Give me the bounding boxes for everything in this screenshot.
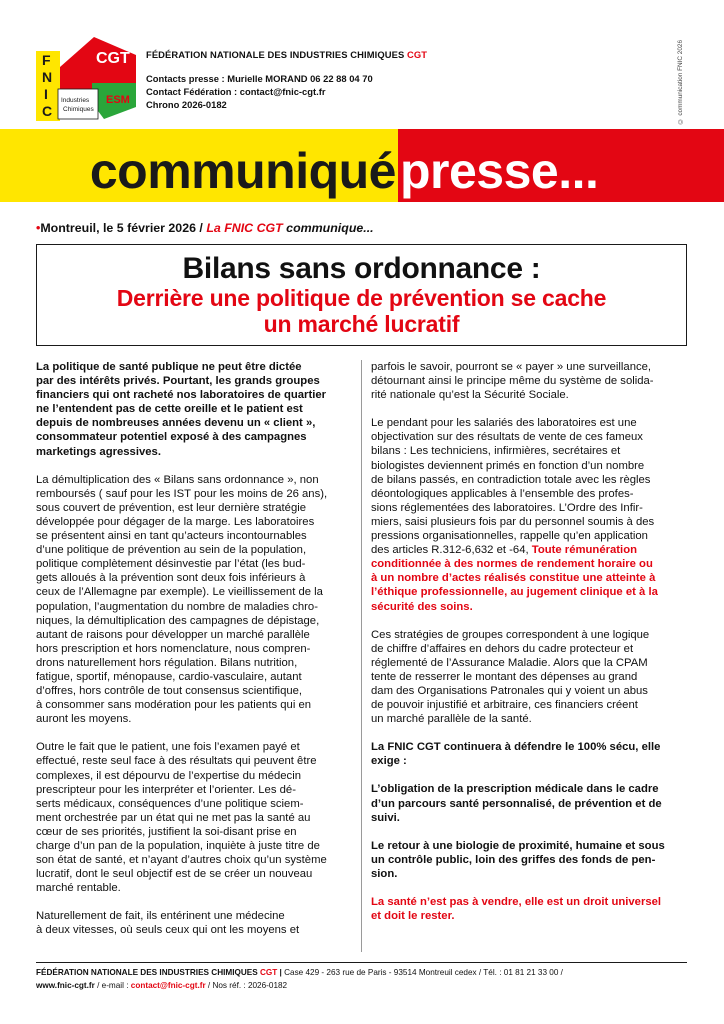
text-line: La démultiplication des « Bilans sans ordonnance », non [36,473,319,486]
text-line: par des intérêts privés. Pourtant, les grands groupes [36,375,320,388]
text-line: un marché parallèle de la santé. [371,713,532,726]
text-line: population, l’augmentation du nombre de maladies chro- [36,600,318,613]
text-line: de bilans passés, en contradiction totale avec les règles [371,473,651,486]
text-line: niques, la démultiplication des campagnes de dépistage, [36,614,320,627]
text-line: auront les moyens. [36,713,132,726]
text-line: remboursés ( sauf pour les IST pour les moins de 26 ans), [36,487,328,500]
text-line: marché rentable. [36,882,121,895]
text-line: détournant ainsi le principe même du système de solida- [371,375,654,388]
logo-esm-text: ESM [106,94,130,106]
text-line: dam des Organisations Patronales qui y voient un abus [371,684,648,697]
paragraph-surveillance [371,360,689,402]
banner-word-communique: communiqué [89,143,396,199]
paragraph-fnic-exige [371,740,689,768]
text-line: hors prescription et hors nomenclature, nous compren- [36,642,311,655]
text-line: cœur de ses priorités, justifient la soi-disant prise en [36,825,297,838]
text-line: se présentent ainsi en tant qu’acteurs incontournables [36,530,307,543]
banner-red-part [398,129,724,202]
dateline-verb: communique... [282,221,374,235]
header-federation-name: FÉDÉRATION NATIONALE DES INDUSTRIES CHIMIQUES [146,49,405,60]
text-line: consommateur potentiel exposé à des campagnes [36,431,307,444]
text-line: politique complètement désinvestie par l’état (les bud- [36,558,306,571]
dateline-org: La FNIC CGT [206,221,283,235]
text-line: développée pour dégager de la marge. Les laboratoires [36,515,315,528]
footer-reference: / Nos réf. : 2026-0182 [205,981,288,990]
text-line: de chiffre d’affaires en dehors du cadre protecteur et [371,642,634,655]
header-contacts-press: Contacts presse : Murielle MORAND 06 22 88 04 70 [146,73,373,84]
logo-letter-f: F [42,52,51,68]
text-line: tente de resserrer le montant des dépenses au grand [371,670,638,683]
text-line: effectué, reste seul face à des résultats qui peuvent être [36,755,317,768]
text-line: ment orchestrée par un état qui ne met pas la santé au [36,811,311,824]
text-line: d’une politique de prévention au sein de la population, [36,544,307,557]
footer-website-link[interactable]: www.fnic-cgt.fr [36,981,95,990]
footer-line-2 [36,981,287,990]
articles-reference: des articles R.312-6,632 et -64, [371,544,532,557]
paragraph-strategies [371,628,689,727]
text-line: financiers qui ont racheté nos laboratoires de quartier [36,389,327,402]
header-contact-block [146,48,427,111]
footer-cgt: CGT [259,968,278,977]
demand-prescription [371,782,689,824]
text-line [371,543,689,557]
left-column [36,360,352,952]
text-line: La politique de santé publique ne peut être dictée [36,361,302,373]
footer-email-link[interactable]: contact@fnic-cgt.fr [130,981,206,990]
highlight-line: conditionnée à des normes de rendement horaire ou [371,558,653,571]
logo-white-panel [58,89,98,119]
text-line: à deux vitesses, où seuls ceux qui ont les moyens et [36,924,300,937]
title-box [36,244,687,346]
text-line: charge d’un pan de la population, inquiète à juste titre de [36,840,320,852]
text-line: marketings agressives. [36,445,161,458]
text-line: La santé n’est pas à vendre, elle est un droit universel [371,896,662,908]
text-line: sous couvert de prévention, est leur dernière stratégie [36,501,307,514]
text-line: ne l’entendent pas de cette oreille et le patient est [36,403,303,416]
highlight-line: à un nombre d’actes réalisés constitue une atteinte à [371,572,656,585]
text-line: lucratif, dont le seul objectif est de se créer un nouveau [36,868,313,881]
text-line: d’un parcours santé personnalisé, de prévention et de [371,797,662,810]
text-line: suivi. [371,811,400,824]
text-line: autant de raisons pour développer un marché parallèle [36,628,310,641]
text-line: Le pendant pour les salariés des laboratoires est une [371,417,637,430]
text-line: et doit le rester. [371,910,455,923]
text-line: Outre le fait que le patient, une fois l’examen payé et [36,741,300,754]
logo-letter-i: I [44,86,48,102]
text-line: drons naturellement hors régulation. Bilans nutrition, [36,656,298,669]
dateline-place-date: Montreuil, le 5 février 2026 / [40,221,207,235]
text-line: Le retour à une biologie de proximité, humaine et sous [371,839,665,852]
text-line: serts médicaux, conséquences d’une politique sciem- [36,797,304,810]
side-credit: © communication FNIC 2026 [677,40,684,125]
logo-cgt-text: CGT [96,50,130,67]
header-federation-cgt: CGT [407,49,428,60]
dateline [36,221,374,235]
text-line: à consommer sans modération pour les patients qui en [36,699,312,712]
text-line: un contrôle public, loin des griffes des fonds de pen- [371,853,656,866]
text-line: rité nationale qu’est la Sécurité Sociale. [371,389,569,402]
right-column [371,360,689,937]
footer-rule [36,962,687,963]
footer-federation: FÉDÉRATION NATIONALE DES INDUSTRIES CHIMIQUES [36,968,258,977]
text-line: sion. [371,867,398,880]
dateline-bullet: • [36,221,41,235]
text-line: miers, saisi plusieurs fois par du personnel soumis à des [371,515,655,528]
text-line: gets alloués à la prévention sont deux fois inférieurs à [36,572,306,585]
highlight-start: Toute rémunération [531,544,638,557]
footer-email-label: / e-mail : [94,981,131,990]
header-chrono: Chrono 2026-0182 [146,99,227,110]
paragraph-patient [36,740,352,895]
banner-word-presse: presse... [400,143,599,199]
text-line: de pouvoir injustifié et arbitraire, ces financiers créent [371,699,638,712]
text-line: L’obligation de la prescription médicale dans le cadre [371,783,659,796]
communique-banner [0,129,724,202]
title-sub-line1: Derrière une politique de prévention se cache [116,285,607,311]
column-divider [361,360,362,952]
text-line: depuis de nombreuses années devenu un « client », [36,417,316,430]
footer-separator: | [277,968,285,977]
highlight-line: sécurité des soins. [371,600,473,613]
footer-address: Case 429 - 263 rue de Paris - 93514 Montreuil cedex / Tél. : 01 81 21 33 00 / [284,968,563,977]
text-line: ceux de l’Allemagne par exemple). Le vieillissement de la [36,586,323,599]
header-contact-federation: Contact Fédération : contact@fnic-cgt.fr [146,86,326,97]
banner-yellow-part [0,129,398,202]
logo-letter-n: N [42,69,53,85]
footer-line-1 [36,968,563,977]
closing-statement [371,895,689,923]
text-line: fatigue, sportif, ménopause, cardio-vasculaire, autant [36,670,302,683]
text-line: complexes, il est dépourvu de l’expertise du médecin [36,769,301,782]
text-line: biologistes deviennent primés en fonction d’un nombre [371,459,645,472]
header-federation [146,48,427,61]
text-line: son état de santé, et n’ayant d’autres choix qu’un système [36,854,327,867]
paragraph-bilans [36,473,352,727]
text-line: d’offres, hors contrôle de tout consensus scientifique, [36,685,303,698]
paragraph-salaries [371,416,689,613]
fnic-cgt-logo [36,33,136,121]
paragraph-deux-vitesses [36,909,352,937]
text-line: prescripteur pour les interpréter et l’orienter. Les dé- [36,783,296,796]
highlight-line: l’éthique professionnelle, au jugement clinique et à la [371,586,658,599]
lead-paragraph [36,360,352,459]
text-line: Ces stratégies de groupes correspondent à une logique [371,628,650,641]
logo-sub-line1: Industries [61,97,90,104]
text-line: sions réglementées des laboratoires. L’Ordre des Infir- [371,501,643,514]
title-sub-line2: un marché lucratif [263,311,460,337]
text-line: Naturellement de fait, ils entérinent une médecine [36,910,285,923]
text-line: bilans : Les techniciens, infirmières, secrétaires et [371,445,621,458]
text-line: pressions organisationnelles, rappelle qu’en application [371,530,648,543]
title-main: Bilans sans ordonnance : [182,252,541,285]
logo-sub-line2: Chimiques [63,106,94,113]
text-line: exige : [371,755,407,768]
text-line: objectivation sur des résultats de vente de ces fameux [371,431,643,444]
text-line: parfois le savoir, pourront se « payer » une surveillance, [371,361,652,373]
text-line: déontologiques applicables à l’ensemble des profes- [371,487,634,500]
text-line: réglementé de l’Assurance Maladie. Alors que la CPAM [371,656,648,669]
text-line: La FNIC CGT continuera à défendre le 100% sécu, elle [371,741,661,754]
logo-letter-c: C [42,103,53,119]
demand-biologie-proximite [371,839,689,881]
